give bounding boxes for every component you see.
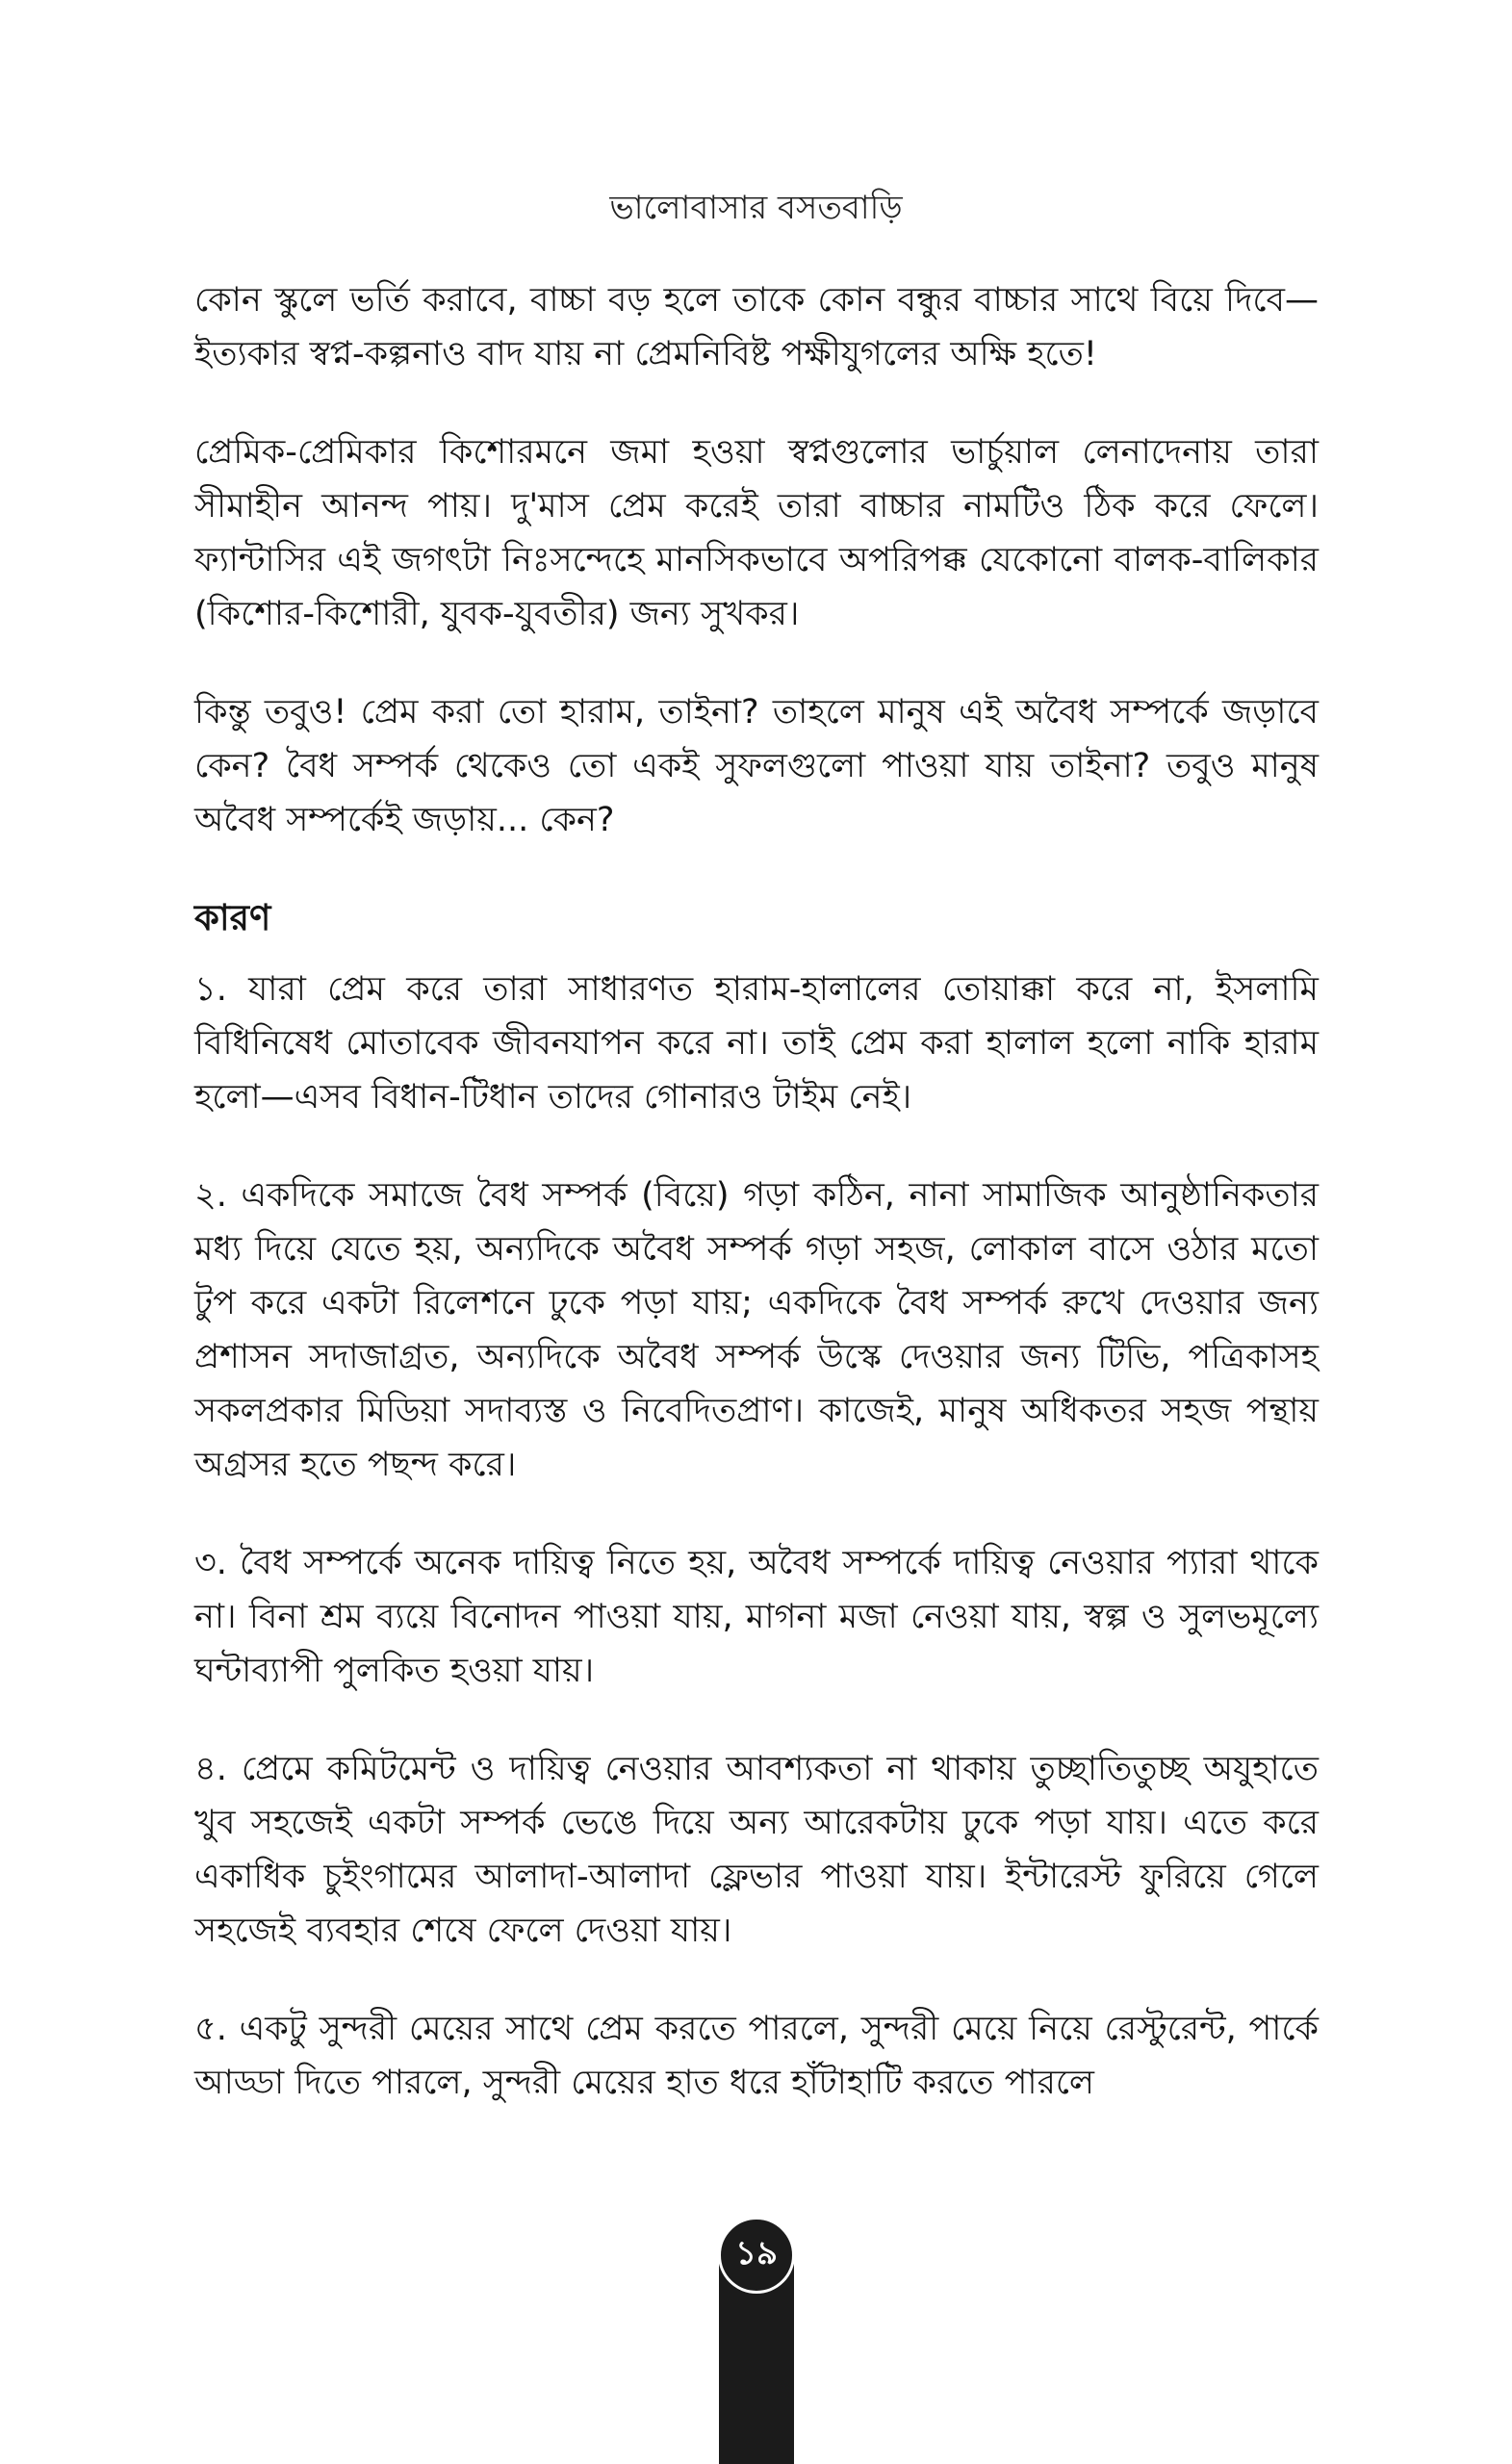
page-number: ১৯ <box>718 2217 795 2294</box>
page-body <box>194 273 1319 2154</box>
body-paragraph: কিন্তু তবুও! প্রেম করা তো হারাম, তাইনা? তাহলে মানুষ এই অবৈধ সম্পর্কে জড়াবে কেন? বৈধ সম্পর্ক থেকেও তো একই সুফলগুলো পাওয়া যায় তাইনা? তবুও মানুষ অবৈধ সম্পর্কেই জড়ায়... কেন? <box>194 693 1319 839</box>
running-header-title: ভালোবাসার বসতবাড়ি <box>609 189 903 227</box>
reason-item-2: ২. একদিকে সমাজে বৈধ সম্পর্ক (বিয়ে) গড়া কঠিন, নানা সামাজিক আনুষ্ঠানিকতার মধ্য দিয়ে যেতে হয়, অন্যদিকে অবৈধ সম্পর্ক গড়া সহজ, লোকাল বাসে ওঠার মতো টুপ করে একটা রিলেশনে ঢুকে পড়া যায়; একদিকে বৈধ সম্পর্ক রুখে দেওয়ার জন্য প্রশাসন সদাজাগ্রত, অন্যদিকে অবৈধ সম্পর্ক উস্কে দেওয়ার জন্য টিভি, পত্রিকাসহ সকলপ্রকার মিডিয়া সদাব্যস্ত ও নিবেদিতপ্রাণ। কাজেই, মানুষ অধিকতর সহজ পন্থায় অগ্রসর হতে পছন্দ করে। <box>194 1176 1319 1484</box>
reason-item-3: ৩. বৈধ সম্পর্কে অনেক দায়িত্ব নিতে হয়, অবৈধ সম্পর্কে দায়িত্ব নেওয়ার প্যারা থাকে না। বিনা শ্রম ব্যয়ে বিনোদন পাওয়া যায়, মাগনা মজা নেওয়া যায়, স্বল্প ও সুলভমূল্যে ঘন্টাব্যাপী পুলকিত হওয়া যায়। <box>194 1544 1319 1690</box>
reason-item-5: ৫. একটু সুন্দরী মেয়ের সাথে প্রেম করতে পারলে, সুন্দরী মেয়ে নিয়ে রেস্টুরেন্ট, পার্কে আড্ডা দিতে পারলে, সুন্দরী মেয়ের হাত ধরে হাঁটাহাটি করতে পারলে <box>194 2010 1319 2102</box>
reason-item-4: ৪. প্রেমে কমিটমেন্ট ও দায়িত্ব নেওয়ার আবশ্যকতা না থাকায় তুচ্ছাতিতুচ্ছ অযুহাতে খুব সহজেই একটা সম্পর্ক ভেঙে দিয়ে অন্য আরেকটায় ঢুকে পড়া যায়। এতে করে একাধিক চুইংগামের আলাদা-আলাদা ফ্লেভার পাওয়া যায়। ইন্টারেস্ট ফুরিয়ে গেলে সহজেই ব্যবহার শেষে ফেলে দেওয়া যায়। <box>194 1750 1319 1950</box>
body-paragraph: কোন স্কুলে ভর্তি করাবে, বাচ্চা বড় হলে তাকে কোন বন্ধুর বাচ্চার সাথে বিয়ে দিবে—ইত্যকার স্বপ্ন-কল্পনাও বাদ যায় না প্রেমনিবিষ্ট পক্ষীযুগলের অক্ষি হতে! <box>194 281 1319 373</box>
reason-item-1: ১. যারা প্রেম করে তারা সাধারণত হারাম-হালালের তোয়াক্কা করে না, ইসলামি বিধিনিষেধ মোতাবেক জীবনযাপন করে না। তাই প্রেম করা হালাল হলো নাকি হারাম হলো—এসব বিধান-টিধান তাদের গোনারও টাইম নেই। <box>194 970 1319 1116</box>
section-heading: কারণ <box>194 897 271 938</box>
body-paragraph: প্রেমিক-প্রেমিকার কিশোরমনে জমা হওয়া স্বপ্নগুলোর ভার্চুয়াল লেনাদেনায় তারা সীমাহীন আনন্দ পায়। দু'মাস প্রেম করেই তারা বাচ্চার নামটিও ঠিক করে ফেলে। ফ্যান্টাসির এই জগৎটা নিঃসন্দেহে মানসিকভাবে অপরিপক্ক যেকোনো বালক-বালিকার (কিশোর-কিশোরী, যুবক-যুবতীর) জন্য সুখকর। <box>194 433 1319 633</box>
